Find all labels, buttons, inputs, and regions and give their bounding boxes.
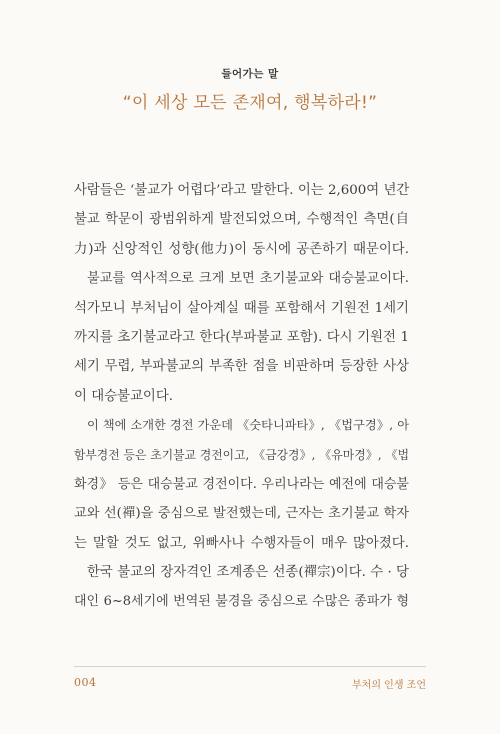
text-line: 대인 6~8세기에 번역된 불경을 중심으로 수많은 종파가 형	[74, 594, 409, 610]
section-label: 들어가는 말	[221, 68, 279, 80]
text-line: 불교를 역사적으로 크게 보면 초기불교와 대승불교이다.	[87, 271, 409, 287]
footer-divider	[74, 666, 426, 667]
text-line: 는 말할 것도 없고, 위빠사나 수행자들이 매우 많아졌다.	[74, 535, 409, 551]
text-line: 불교 학문이 광범위하게 발전되었으며, 수행적인 측면(自	[74, 212, 409, 228]
text-line: 이 책에 소개한 경전 가운데 《숫타니파타》, 《법구경》, 아	[87, 418, 409, 433]
text-line: 사람들은 ‘불교가 어렵다’라고 말한다. 이는 2,600여 년간	[74, 183, 410, 198]
text-line: 교와 선(禪)을 중심으로 발전했는데, 근자는 초기불교 학자	[74, 506, 409, 522]
text-line: 이 대승불교이다.	[74, 388, 174, 404]
text-line: 까지를 초기불교라고 한다(부파불교 포함). 다시 기원전 1	[74, 329, 409, 345]
text-line: 석가모니 부처님이 살아계실 때를 포함해서 기원전 1세기	[74, 300, 409, 316]
page-title: “이 세상 모든 존재여, 행복하라!”	[122, 93, 378, 113]
page-number: 004	[74, 676, 97, 689]
body-text	[74, 176, 409, 617]
text-line: 力)과 신앙적인 성향(他力)이 동시에 공존하기 때문이다.	[74, 241, 409, 257]
running-book-title: 부처의 인생 조언	[352, 680, 426, 691]
text-line: 함부경전 등은 초기불교 경전이고, 《금강경》, 《유마경》, 《법	[74, 447, 409, 462]
text-line: 한국 불교의 장자격인 조계종은 선종(禪宗)이다. 수 · 당	[87, 565, 409, 581]
text-line: 화경》 등은 대승불교 경전이다. 우리나라는 예전에 대승불	[74, 476, 409, 492]
text-line: 세기 무렵, 부파불교의 부족한 점을 비판하며 등장한 사상	[74, 359, 409, 375]
